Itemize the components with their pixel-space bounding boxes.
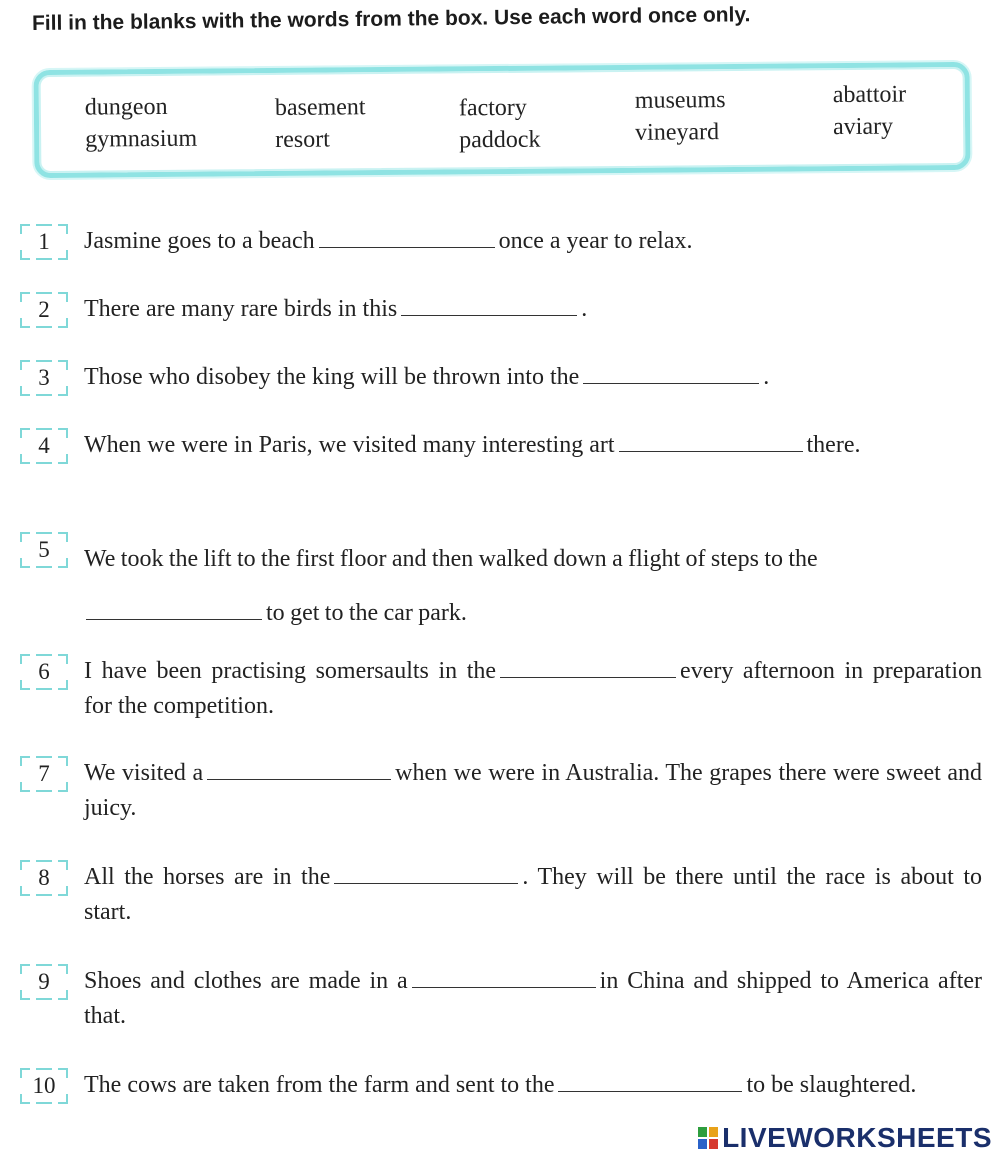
question-text-after: to be slaughtered. — [746, 1072, 917, 1098]
question-number-box — [20, 292, 68, 328]
question-text-before: Shoes and clothes are made in a — [84, 968, 408, 994]
word-aviary: aviary — [832, 113, 894, 141]
answer-blank-3[interactable] — [583, 363, 759, 384]
answer-blank-8[interactable] — [334, 863, 518, 884]
word-vineyard: vineyard — [635, 119, 720, 146]
answer-blank-4[interactable] — [619, 431, 803, 452]
question-number: 4 — [38, 433, 50, 458]
question-number: 2 — [38, 297, 50, 322]
question-number-box — [20, 860, 68, 896]
instructions: Fill in the blanks with the words from the box. Use each word once only. — [31, 3, 751, 35]
question-number: 9 — [38, 969, 50, 994]
question-number-box — [20, 360, 68, 396]
word-abattoir: abattoir — [832, 81, 907, 109]
word-factory: factory — [458, 94, 527, 122]
question-number-box — [20, 964, 68, 1000]
question-text-before: The cows are taken from the farm and sent to the — [84, 1072, 555, 1098]
question-number: 8 — [38, 865, 50, 890]
question-text-after: once a year to relax. — [498, 228, 693, 254]
question-number-box — [20, 756, 68, 792]
question-number-box — [20, 224, 68, 260]
answer-blank-5[interactable] — [86, 599, 262, 620]
question-number: 5 — [38, 537, 50, 562]
question-text-after: every afternoon in preparation for the competition. — [84, 658, 982, 719]
question-number: 3 — [38, 365, 50, 390]
answer-blank-1[interactable] — [319, 227, 495, 248]
question-number-box — [20, 654, 68, 690]
question-number-box — [20, 1068, 68, 1104]
liveworksheets-logo-icon — [698, 1127, 718, 1149]
word-paddock: paddock — [459, 126, 541, 154]
liveworksheets-logo[interactable] — [698, 1122, 992, 1154]
answer-blank-9[interactable] — [412, 967, 596, 988]
question-text-after: in China and shipped to America after that. — [84, 968, 983, 1029]
word-basement: basement — [274, 94, 366, 121]
word-box — [34, 62, 971, 178]
liveworksheets-logo-text: LIVEWORKSHEETS — [722, 1122, 992, 1153]
answer-blank-6[interactable] — [500, 657, 676, 678]
answer-blank-7[interactable] — [207, 759, 391, 780]
question-text-before: We took the lift to the first floor and then walked down a flight of steps to the — [84, 546, 818, 572]
question-text-after: there. — [806, 432, 861, 458]
question-text-after: to get to the car park. — [266, 600, 467, 626]
question-text-before: Jasmine goes to a beach — [84, 228, 315, 254]
answer-blank-10[interactable] — [558, 1071, 742, 1092]
question-text-before: Those who disobey the king will be thrown into the — [84, 364, 580, 390]
question-number: 10 — [32, 1073, 56, 1098]
question-text-after: . — [581, 296, 588, 322]
question-number: 7 — [38, 761, 50, 786]
question-text-after: when we were in Australia. The grapes there were sweet and juicy. — [84, 760, 982, 821]
question-number: 1 — [38, 229, 50, 254]
question-number: 6 — [38, 659, 50, 684]
word-gymnasium: gymnasium — [85, 125, 198, 153]
question-text-after: . They will be there until the race is about to start. — [84, 864, 982, 925]
question-number-box — [20, 532, 68, 568]
question-text-before: All the horses are in the — [84, 864, 331, 890]
question-text-before: We visited a — [84, 760, 204, 786]
question-text-before: There are many rare birds in this — [84, 296, 398, 322]
question-text-after: . — [763, 364, 770, 390]
word-dungeon: dungeon — [84, 93, 168, 121]
question-text-before: I have been practising somersaults in the — [84, 658, 497, 684]
answer-blank-2[interactable] — [401, 295, 577, 316]
word-museums: museums — [634, 87, 726, 114]
question-number-box — [20, 428, 68, 464]
word-resort: resort — [275, 126, 330, 153]
question-text-before: When we were in Paris, we visited many interesting art — [84, 432, 615, 458]
